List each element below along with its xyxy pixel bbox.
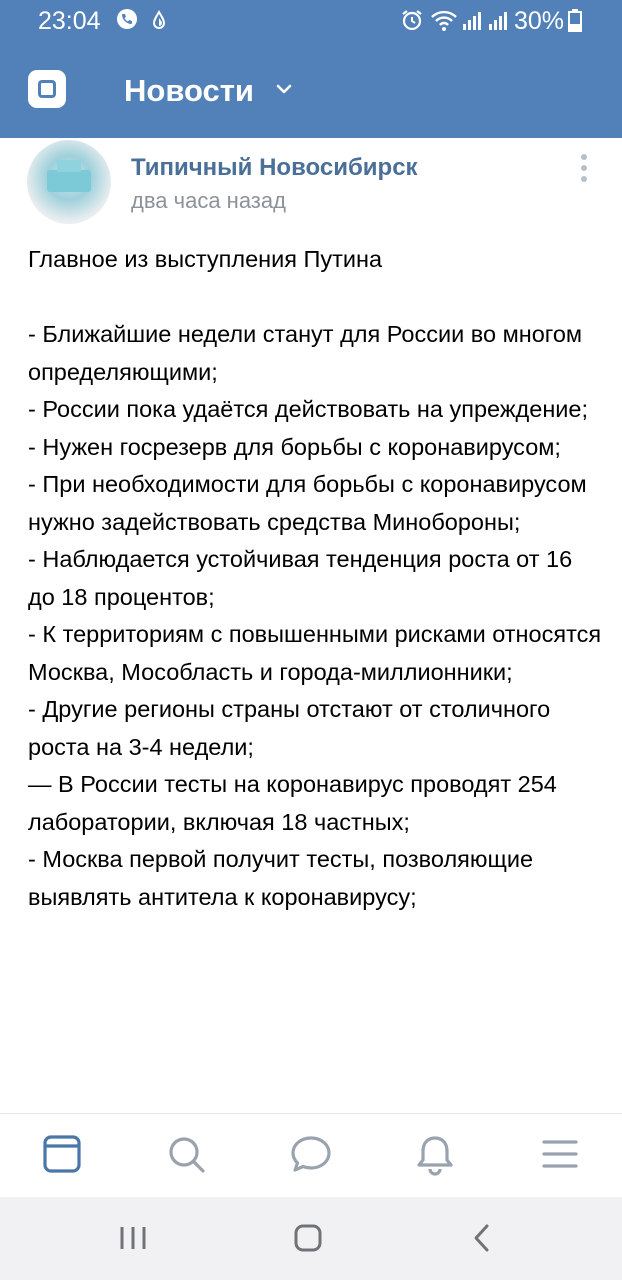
system-navigation-bar	[0, 1197, 622, 1280]
vk-logo-icon[interactable]	[28, 70, 66, 108]
page-title[interactable]: Новости	[124, 73, 254, 108]
avatar-image-top	[57, 160, 81, 172]
chevron-down-icon[interactable]	[274, 82, 294, 96]
recent-apps-icon[interactable]	[118, 1221, 148, 1255]
more-options-icon[interactable]	[574, 150, 594, 190]
drop-icon	[152, 8, 166, 30]
phone-call-icon	[116, 8, 138, 30]
news-feed-icon[interactable]	[40, 1132, 84, 1176]
bottom-navigation	[0, 1113, 622, 1198]
alarm-icon	[400, 8, 424, 32]
post-header	[0, 138, 622, 233]
menu-icon[interactable]	[538, 1132, 582, 1176]
messages-icon[interactable]	[289, 1132, 333, 1176]
signal-icon-2	[488, 8, 510, 32]
avatar[interactable]	[27, 140, 111, 224]
bell-icon[interactable]	[413, 1132, 457, 1176]
signal-icon	[462, 8, 484, 32]
search-icon[interactable]	[164, 1132, 208, 1176]
back-icon[interactable]	[468, 1221, 496, 1255]
wifi-icon	[430, 8, 458, 32]
post-time: два часа назад	[131, 188, 286, 213]
avatar-image	[47, 170, 91, 192]
home-icon[interactable]	[292, 1221, 324, 1255]
post-text: Главное из выступления Путина - Ближайшие недели станут для России во многом определяющими; - России пока удаётся действовать на упреждение; - Нужен госрезерв для борьбы с коронавирусом; - При необходимости для борьбы с коронавирусом нужно задействовать средства Минобороны; - Наблюдается устойчивая тенденция роста от 16 до 18 процентов; - К территориям с повышенными рисками относятся Москва, Мособласть и города-миллионники; - Другие регионы страны отстают от столичного роста на 3-4 недели; — В России тесты на коронавирус проводят 254 лаборатории, включая 18 частных; - Москва первой получит тесты, позволяющие выявлять антитела к коронавирусу;	[28, 246, 602, 910]
app-header	[0, 0, 622, 138]
status-time: 23:04	[38, 7, 101, 35]
battery-percent: 30%	[513, 7, 564, 35]
battery-icon	[568, 8, 582, 32]
post-author[interactable]: Типичный Новосибирск	[131, 154, 418, 181]
status-bar	[0, 0, 622, 44]
